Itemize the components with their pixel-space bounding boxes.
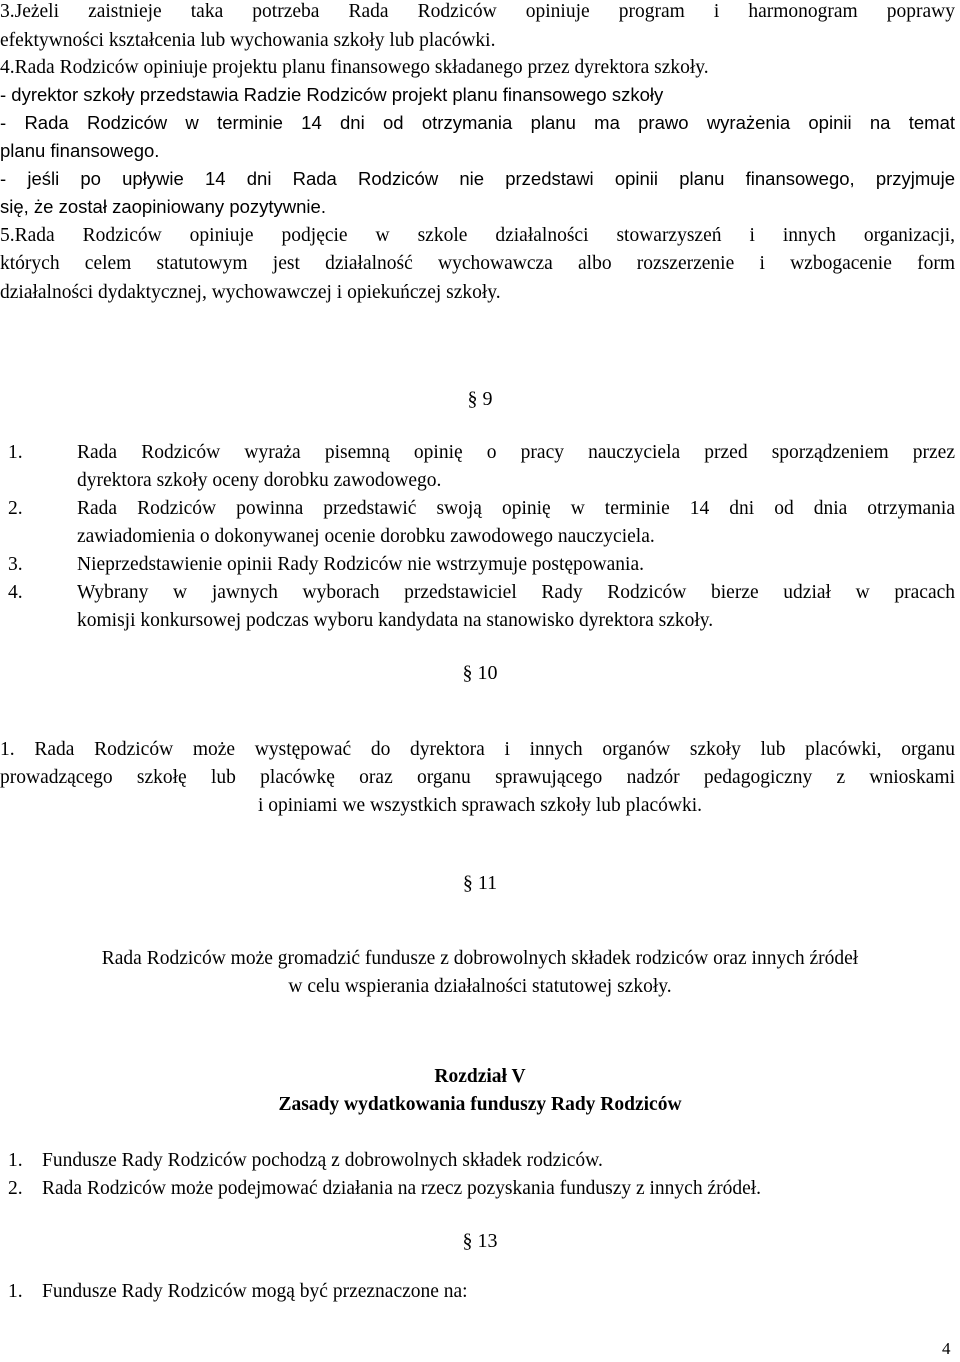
paragraph-4-dash-2-line-1: - Rada Rodziców w terminie 14 dni od otrzymania planu ma prawo wyrażenia opinii na temat: [0, 112, 955, 133]
chapter-item-2: Rada Rodziców może podejmować działania na rzecz pozyskania funduszy z innych źródeł.: [42, 1178, 762, 1199]
paragraph-4-dash-1: - dyrektor szkoły przedstawia Radzie Rodziców projekt planu finansowego szkoły: [0, 84, 664, 105]
s11-line-1: Rada Rodziców może gromadzić fundusze z dobrowolnych składek rodziców oraz innych źródeł: [101, 948, 859, 969]
section-13-heading: § 13: [462, 1230, 498, 1252]
s9-item-4-line-1: Wybrany w jawnych wyborach przedstawiciel Rady Rodziców bierze udział w pracach: [77, 582, 955, 603]
s9-item-2-line-2: zawiadomienia o dokonywanej ocenie dorobku zawodowego nauczyciela.: [77, 526, 655, 547]
section-10-heading: § 10: [462, 662, 498, 684]
s9-item-3-number: 3.: [8, 554, 23, 575]
chapter-item-2-number: 2.: [8, 1178, 23, 1199]
s9-item-3-line-1: Nieprzedstawienie opinii Rady Rodziców nie wstrzymuje postępowania.: [77, 554, 644, 575]
s11-line-2: w celu wspierania działalności statutowej szkoły.: [288, 976, 672, 997]
paragraph-4-dash-3-line-2: się, że został zaopiniowany pozytywnie.: [0, 196, 326, 217]
s10-line-1: 1. Rada Rodziców może występować do dyrektora i innych organów szkoły lub placówki, organu: [0, 739, 955, 760]
s9-item-1-number: 1.: [8, 442, 23, 463]
paragraph-5-line-2: których celem statutowym jest działalność wychowawcza albo rozszerzenie i wzbogacenie form: [0, 253, 955, 274]
paragraph-3-line-1: 3.Jeżeli zaistnieje taka potrzeba Rada Rodziców opiniuje program i harmonogram poprawy: [0, 1, 955, 22]
s13-item-1: Fundusze Rady Rodziców mogą być przeznaczone na:: [42, 1281, 468, 1302]
section-9-heading: § 9: [467, 388, 493, 410]
chapter-title: Rozdział V: [434, 1066, 526, 1087]
chapter-subtitle: Zasady wydatkowania funduszy Rady Rodziców: [278, 1094, 682, 1115]
paragraph-5-line-1: 5.Rada Rodziców opiniuje podjęcie w szkole działalności stowarzyszeń i innych organizacji,: [0, 225, 955, 246]
s9-item-4-number: 4.: [8, 582, 23, 603]
s10-line-3: i opiniami we wszystkich sprawach szkoły lub placówki.: [257, 795, 703, 816]
s10-line-2: prowadzącego szkołę lub placówkę oraz organu sprawującego nadzór pedagogiczny z wnioskami: [0, 767, 955, 788]
s9-item-2-line-1: Rada Rodziców powinna przedstawić swoją opinię w terminie 14 dni od dnia otrzymania: [77, 498, 955, 519]
chapter-item-1-number: 1.: [8, 1150, 23, 1171]
s9-item-1-line-1: Rada Rodziców wyraża pisemną opinię o pracy nauczyciela przed sporządzeniem przez: [77, 442, 955, 463]
s13-item-1-number: 1.: [8, 1281, 23, 1302]
paragraph-4-line-1: 4.Rada Rodziców opiniuje projektu planu finansowego składanego przez dyrektora szkoły.: [0, 57, 709, 78]
paragraph-4-dash-3-line-1: - jeśli po upływie 14 dni Rada Rodziców nie przedstawi opinii planu finansowego, przyjmuje: [0, 168, 955, 189]
chapter-item-1: Fundusze Rady Rodziców pochodzą z dobrowolnych składek rodziców.: [42, 1150, 603, 1171]
paragraph-4-dash-2-line-2: planu finansowego.: [0, 140, 160, 161]
paragraph-5-line-3: działalności dydaktycznej, wychowawczej i opiekuńczej szkoły.: [0, 282, 501, 303]
s9-item-4-line-2: komisji konkursowej podczas wyboru kandydata na stanowisko dyrektora szkoły.: [77, 610, 714, 631]
section-11-heading: § 11: [462, 872, 498, 894]
page-number: 4: [942, 1339, 951, 1358]
paragraph-3-line-2: efektywności kształcenia lub wychowania szkoły lub placówki.: [0, 30, 496, 51]
s9-item-2-number: 2.: [8, 498, 23, 519]
s9-item-1-line-2: dyrektora szkoły oceny dorobku zawodowego.: [77, 470, 442, 491]
